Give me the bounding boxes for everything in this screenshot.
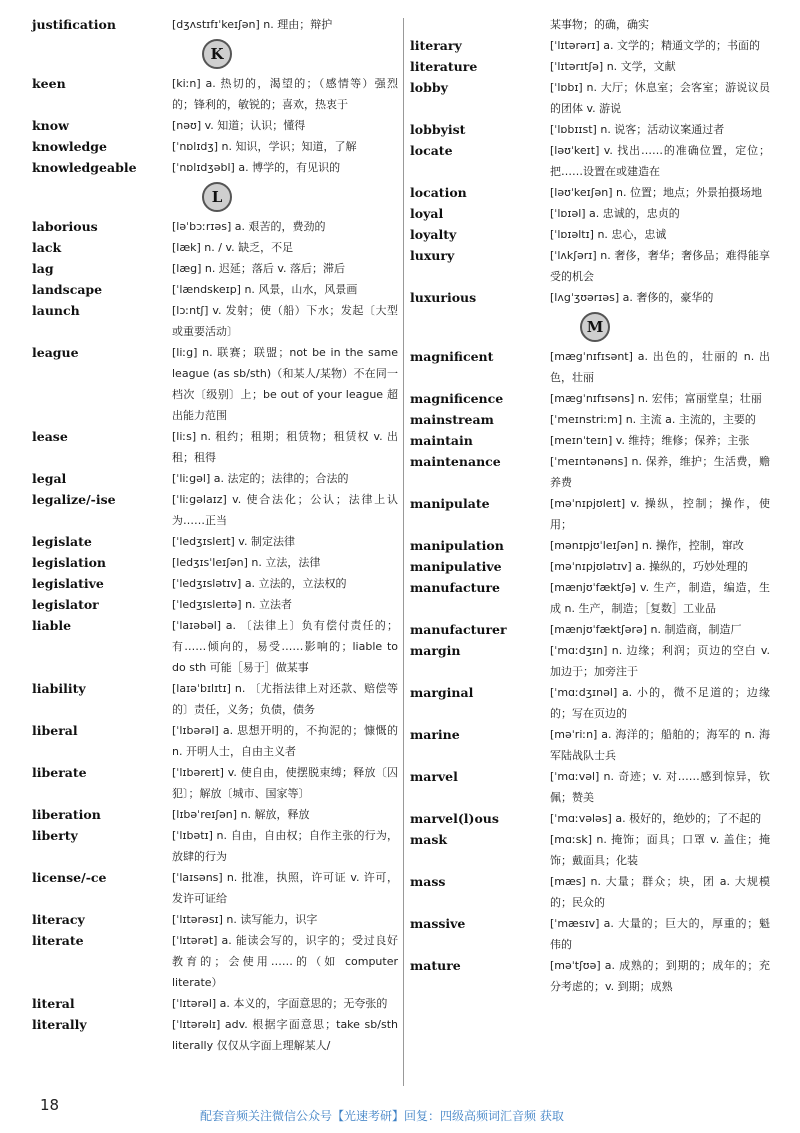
headword: massive xyxy=(410,916,466,931)
headword: locate xyxy=(410,143,453,158)
headword: lack xyxy=(32,240,62,255)
entry-lack xyxy=(32,237,398,258)
entry-legislator xyxy=(32,594,398,615)
definition: [ˈlʌkʃərɪ] n. 奢侈，奢华；奢侈品；难得能享受的机会 xyxy=(550,249,770,283)
entry-landscape xyxy=(32,279,398,300)
definition: [læk] n. / v. 缺乏，不足 xyxy=(172,241,294,254)
headword: lease xyxy=(32,429,68,444)
headword: legislative xyxy=(32,576,104,591)
headword: liberate xyxy=(32,765,87,780)
entry-mainstream xyxy=(410,409,770,430)
section-k xyxy=(32,35,398,73)
entry-legalize xyxy=(32,489,398,531)
entry-marine xyxy=(410,724,770,766)
definition: [meɪnˈteɪn] v. 维持；维修；保养；主张 xyxy=(550,434,750,447)
definition: [ˈlɪtərəl] a. 本义的，字面意思的；无夸张的 xyxy=(172,997,388,1010)
entry-legal xyxy=(32,468,398,489)
definition: [ləˈbɔːrɪəs] a. 艰苦的，费劲的 xyxy=(172,220,326,233)
entry-lobby xyxy=(410,77,770,119)
headword: literary xyxy=(410,38,462,53)
entry-manufacturer xyxy=(410,619,770,640)
definition: [liːs] n. 租约；租期；租赁物；租赁权 v. 出租；租得 xyxy=(172,430,398,464)
entry-license xyxy=(32,867,398,909)
entry-league xyxy=(32,342,398,426)
headword: magnificence xyxy=(410,391,504,406)
definition: [liːg] n. 联赛；联盟；not be in the same league (as sb/sth)（和某人/某物）不在同一档次〔级别〕上；be out of your league 超出能力范围 xyxy=(172,346,398,422)
definition: [ˈlɪbətɪ] n. 自由，自由权；自作主张的行为，放肆的行为 xyxy=(172,829,398,863)
definition: [læg] n. 迟延；落后 v. 落后；滞后 xyxy=(172,262,346,275)
definition: [ˈmeɪnstriːm] n. 主流 a. 主流的，主要的 xyxy=(550,413,756,426)
definition: [ˈmɑːvəl] n. 奇迹；v. 对……感到惊异，钦佩；赞美 xyxy=(550,770,770,804)
definition: [ˈlɪbərəl] a. 思想开明的，不拘泥的；慷慨的 n. 开明人士，自由主义者 xyxy=(172,724,398,758)
column-divider xyxy=(403,18,404,1086)
section-m xyxy=(410,308,770,346)
definition: 某事物；的确，确实 xyxy=(550,18,649,31)
definition: [ˈlɒɪəl] a. 忠诚的，忠贞的 xyxy=(550,207,680,220)
page-number: 18 xyxy=(40,1096,60,1114)
entry-continuation xyxy=(410,14,770,35)
definition: [nəʊ] v. 知道；认识；懂得 xyxy=(172,119,306,132)
headword: literacy xyxy=(32,912,85,927)
definition: [ˈliːgəl] a. 法定的；法律的；合法的 xyxy=(172,472,349,485)
section-badge-k: K xyxy=(202,39,232,69)
headword: liability xyxy=(32,681,86,696)
headword: literal xyxy=(32,996,75,1011)
definition: [məˈnɪpjʊleɪt] v. 操纵，控制；操作，使用； xyxy=(550,497,770,531)
entry-manufacture xyxy=(410,577,770,619)
footer-note: 配套音频关注微信公众号【光速考研】回复：四级高频词汇音频 获取 xyxy=(200,1109,564,1123)
entry-laborious xyxy=(32,216,398,237)
definition: [ləʊˈkeɪt] v. 找出……的准确位置，定位；把……设置在或建造在 xyxy=(550,144,770,178)
definition: [ləʊˈkeɪʃən] n. 位置；地点；外景拍摄场地 xyxy=(550,186,762,199)
entry-margin xyxy=(410,640,770,682)
definition: [ˈlɪtərərɪ] a. 文学的；精通文学的；书面的 xyxy=(550,39,760,52)
entry-legislation xyxy=(32,552,398,573)
headword: knowledge xyxy=(32,139,107,154)
entry-literate xyxy=(32,930,398,993)
headword: liberation xyxy=(32,807,101,822)
entry-luxurious xyxy=(410,287,770,308)
headword: literature xyxy=(410,59,478,74)
definition: [ˈlɪbəreɪt] v. 使自由，使摆脱束缚；释放〔囚犯〕；解放〔城市、国家等〕 xyxy=(172,766,398,800)
entry-liberate xyxy=(32,762,398,804)
headword: manipulation xyxy=(410,538,504,553)
left-column xyxy=(32,14,398,1056)
headword: luxury xyxy=(410,248,455,263)
headword: mature xyxy=(410,958,461,973)
headword: liberal xyxy=(32,723,78,738)
entry-mature xyxy=(410,955,770,997)
definition: [ˈledʒɪslətɪv] a. 立法的，立法权的 xyxy=(172,577,347,590)
headword: location xyxy=(410,185,467,200)
entry-mass xyxy=(410,871,770,913)
entry-literal xyxy=(32,993,398,1014)
entry-liability xyxy=(32,678,398,720)
entry-location xyxy=(410,182,770,203)
definition: [mænjʊˈfæktʃərə] n. 制造商，制造厂 xyxy=(550,623,742,636)
headword: literally xyxy=(32,1017,87,1032)
definition: [lʌgˈʒʊərɪəs] a. 奢侈的，豪华的 xyxy=(550,291,714,304)
entry-marvellous xyxy=(410,808,770,829)
definition: [məˈtʃʊə] a. 成熟的；到期的；成年的；充分考虑的；v. 到期；成熟 xyxy=(550,959,770,993)
headword: legislate xyxy=(32,534,92,549)
entry-lobbyist xyxy=(410,119,770,140)
entry-luxury xyxy=(410,245,770,287)
headword: lobbyist xyxy=(410,122,466,137)
entry-literary xyxy=(410,35,770,56)
headword: legal xyxy=(32,471,67,486)
headword: margin xyxy=(410,643,461,658)
headword: laborious xyxy=(32,219,98,234)
headword: maintenance xyxy=(410,454,501,469)
headword: mask xyxy=(410,832,448,847)
entry-know xyxy=(32,115,398,136)
definition: [ˈliːgəlaɪz] v. 使合法化；公认；法律上认为……正当 xyxy=(172,493,398,527)
entry-magnificent xyxy=(410,346,770,388)
definition: [ˈlɒbɪɪst] n. 说客；活动议案通过者 xyxy=(550,123,725,136)
definition: [ˈledʒɪsleɪt] v. 制定法律 xyxy=(172,535,295,548)
headword: justification xyxy=(32,17,116,32)
definition: [ˈlɒɪəltɪ] n. 忠心，忠诚 xyxy=(550,228,667,241)
definition: [ˈlaɪsəns] n. 批准，执照，许可证 v. 许可，发许可证给 xyxy=(172,871,398,905)
definition: [lɔːntʃ] v. 发射；使（船）下水；发起〔大型或重要活动〕 xyxy=(172,304,398,338)
entry-lag xyxy=(32,258,398,279)
headword: marginal xyxy=(410,685,474,700)
headword: literate xyxy=(32,933,84,948)
definition: [mægˈnɪfɪsənt] a. 出色的，壮丽的 n. 出色，壮丽 xyxy=(550,350,770,384)
definition: [məˈriːn] a. 海洋的；船舶的；海军的 n. 海军陆战队士兵 xyxy=(550,728,770,762)
headword: loyal xyxy=(410,206,444,221)
entry-liberal xyxy=(32,720,398,762)
entry-liable xyxy=(32,615,398,678)
definition: [mægˈnɪfɪsəns] n. 宏伟；富丽堂皇；壮丽 xyxy=(550,392,762,405)
entry-lease xyxy=(32,426,398,468)
entry-justification xyxy=(32,14,398,35)
headword: league xyxy=(32,345,79,360)
entry-liberty xyxy=(32,825,398,867)
entry-locate xyxy=(410,140,770,182)
definition: [mæs] n. 大量；群众；块，团 a. 大规模的；民众的 xyxy=(550,875,770,909)
definition: [lɪbəˈreɪʃən] n. 解放，释放 xyxy=(172,808,310,821)
headword: manufacture xyxy=(410,580,500,595)
headword: loyalty xyxy=(410,227,457,242)
entry-mask xyxy=(410,829,770,871)
entry-liberation xyxy=(32,804,398,825)
headword: manipulate xyxy=(410,496,490,511)
definition: [ˈlɪtərət] a. 能读会写的，识字的；受过良好教育的；会使用……的（如 computer literate） xyxy=(172,934,398,989)
entry-maintain xyxy=(410,430,770,451)
definition: [laɪəˈbɪlɪtɪ] n. 〔尤指法律上对还款、赔偿等的〕责任，义务；负债，债务 xyxy=(172,682,398,716)
headword: license/-ce xyxy=(32,870,107,885)
headword: legislation xyxy=(32,555,107,570)
entry-marginal xyxy=(410,682,770,724)
entry-manipulate xyxy=(410,493,770,535)
headword: keen xyxy=(32,76,66,91)
headword: lobby xyxy=(410,80,448,95)
entry-legislative xyxy=(32,573,398,594)
definition: [ˈmɑːdʒɪn] n. 边缘；利润；页边的空白 v. 加边于；加旁注于 xyxy=(550,644,770,678)
right-column xyxy=(410,14,770,997)
headword: mass xyxy=(410,874,446,889)
headword: marvel xyxy=(410,769,458,784)
definition: [ˈmɑːdʒɪnəl] a. 小的，微不足道的；边缘的；写在页边的 xyxy=(550,686,770,720)
definition: [dʒʌstɪfɪˈkeɪʃən] n. 理由；辩护 xyxy=(172,18,333,31)
entry-keen xyxy=(32,73,398,115)
headword: mainstream xyxy=(410,412,494,427)
headword: liable xyxy=(32,618,72,633)
definition: [məˈnɪpjʊlətɪv] a. 操纵的，巧妙处理的 xyxy=(550,560,748,573)
headword: legislator xyxy=(32,597,99,612)
definition: [ˈlɪtərəlɪ] adv. 根据字面意思；take sb/sth literally 仅仅从字面上理解某人/ xyxy=(172,1018,398,1052)
entry-manipulative xyxy=(410,556,770,577)
headword: landscape xyxy=(32,282,103,297)
definition: [mənɪpjʊˈleɪʃən] n. 操作，控制，窜改 xyxy=(550,539,744,552)
entry-loyal xyxy=(410,203,770,224)
definition: [ˈlɪtərəsɪ] n. 读写能力，识字 xyxy=(172,913,318,926)
entry-knowledgeable xyxy=(32,157,398,178)
section-badge-l: L xyxy=(202,182,232,212)
entry-launch xyxy=(32,300,398,342)
definition: [ˈlændskeɪp] n. 风景，山水，风景画 xyxy=(172,283,358,296)
entry-loyalty xyxy=(410,224,770,245)
headword: launch xyxy=(32,303,80,318)
entry-manipulation xyxy=(410,535,770,556)
definition: [ˈmɑːvələs] a. 极好的，绝妙的；了不起的 xyxy=(550,812,762,825)
entry-massive xyxy=(410,913,770,955)
entry-maintenance xyxy=(410,451,770,493)
definition: [mænjʊˈfæktʃə] v. 生产，制造，编造，生成 n. 生产，制造；［复数］工业品 xyxy=(550,581,770,615)
entry-magnificence xyxy=(410,388,770,409)
entry-legislate xyxy=(32,531,398,552)
definition: [ˈnɒlɪdʒəbl] a. 博学的，有见识的 xyxy=(172,161,341,174)
entry-marvel xyxy=(410,766,770,808)
definition: [ˈmæsɪv] a. 大量的；巨大的，厚重的；魁伟的 xyxy=(550,917,770,951)
definition: [ledʒɪsˈleɪʃən] n. 立法，法律 xyxy=(172,556,321,569)
section-badge-m: M xyxy=(580,312,610,342)
definition: [ˈmeɪntənəns] n. 保养，维护；生活费，赡养费 xyxy=(550,455,770,489)
headword: legalize/-ise xyxy=(32,492,116,507)
definition: [ˈlɪtərɪtʃə] n. 文学，文献 xyxy=(550,60,676,73)
definition: [ˈlɒbɪ] n. 大厅；休息室；会客室；游说议员的团体 v. 游说 xyxy=(550,81,770,115)
headword: know xyxy=(32,118,69,133)
headword: magnificent xyxy=(410,349,494,364)
entry-literacy xyxy=(32,909,398,930)
definition: [ˈlaɪəbəl] a. 〔法律上〕负有偿付责任的；有……倾向的，易受……影响的；liable to do sth 可能［易于］做某事 xyxy=(172,619,398,674)
headword: luxurious xyxy=(410,290,477,305)
definition: [kiːn] a. 热切的，渴望的；（感情等）强烈的；锋利的，敏锐的；喜欢，热衷于 xyxy=(172,77,398,111)
definition: [ˈnɒlɪdʒ] n. 知识，学识；知道，了解 xyxy=(172,140,357,153)
headword: liberty xyxy=(32,828,78,843)
headword: marine xyxy=(410,727,460,742)
section-l xyxy=(32,178,398,216)
headword: maintain xyxy=(410,433,473,448)
definition: [ˈledʒɪsleɪtə] n. 立法者 xyxy=(172,598,293,611)
headword: knowledgeable xyxy=(32,160,137,175)
entry-knowledge xyxy=(32,136,398,157)
definition: [mɑːsk] n. 掩饰；面具；口罩 v. 盖住；掩饰；戴面具；化装 xyxy=(550,833,770,867)
headword: marvel(l)ous xyxy=(410,811,499,826)
headword: manipulative xyxy=(410,559,502,574)
entry-literature xyxy=(410,56,770,77)
headword: manufacturer xyxy=(410,622,507,637)
headword: lag xyxy=(32,261,54,276)
entry-literally xyxy=(32,1014,398,1056)
